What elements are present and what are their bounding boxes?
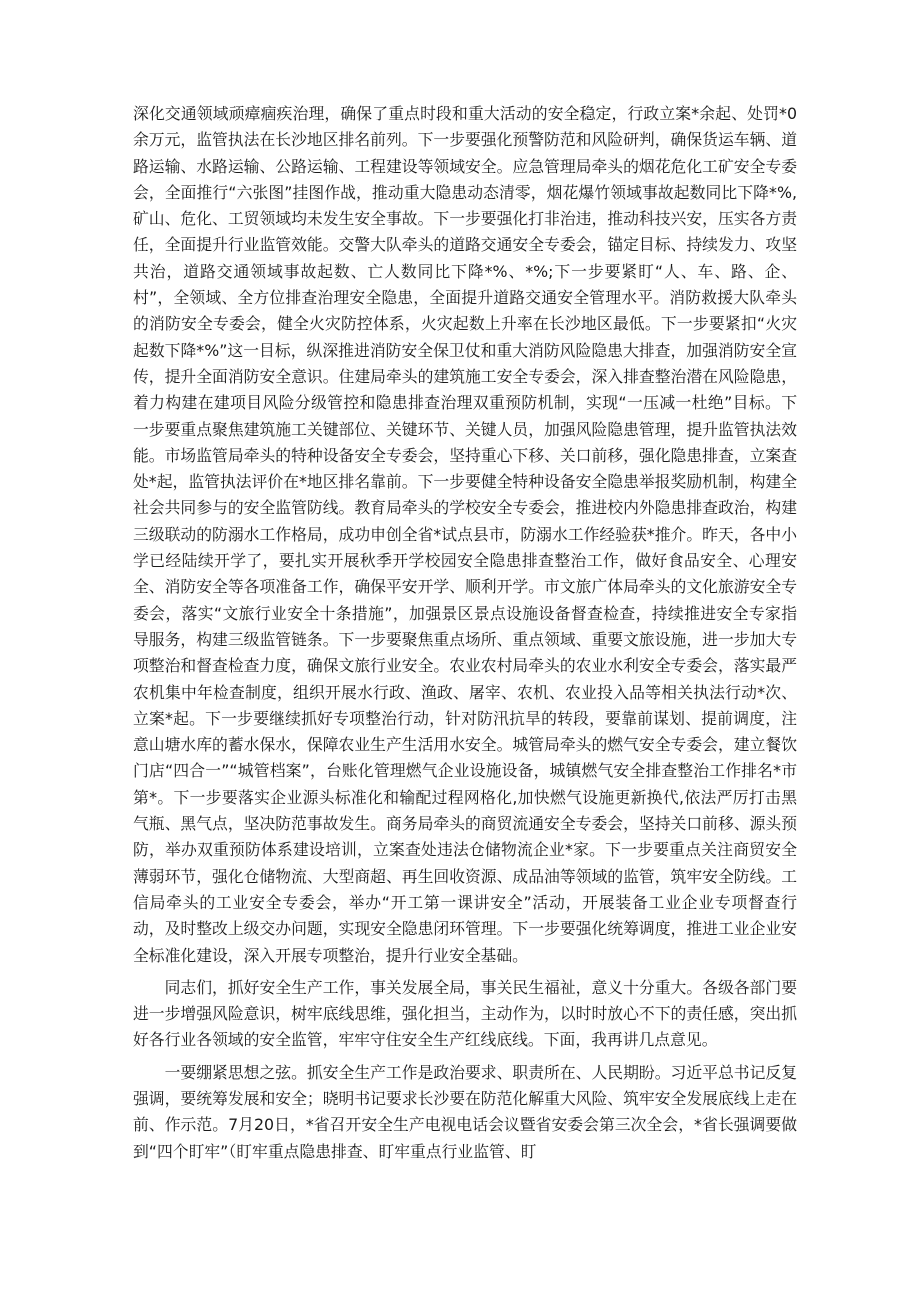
document-body	[133, 101, 797, 1165]
body-paragraph-2: 同志们，抓好安全生产工作，事关发展全局，事关民生福祉，意义十分重大。各级各部门要进一步增强风险意识，树牢底线思维，强化担当，主动作为，以时时放心不下的责任感，突出抓好各行业各领域的安全监管，牢牢守住安全生产红线底线。下面，我再讲几点意见。	[133, 977, 797, 1050]
body-paragraph-3: 一要绷紧思想之弦。抓安全生产工作是政治要求、职责所在、人民期盼。习近平总书记反复强调，要统筹发展和安全；晓明书记要求长沙要在防范化解重大风险、筑牢安全发展底线上走在前、作示范。7月20日，*省召开安全生产电视电话会议暨省安委会第三次全会，*省长强调要做到“四个盯牢”（盯牢重点隐患排查、盯牢重点行业监管、盯	[133, 1062, 797, 1161]
body-paragraph-1: 深化交通领域顽瘴痼疾治理，确保了重点时段和重大活动的安全稳定，行政立案*余起、处罚*0余万元，监管执法在长沙地区排名前列。下一步要强化预警防范和风险研判，确保货运车辆、道路运输、水路运输、公路运输、工程建设等领域安全。应急管理局牵头的烟花危化工矿安全专委会，全面推行“六张图”挂图作战，推动重大隐患动态清零，烟花爆竹领域事故起数同比下降*%,矿山、危化、工贸领域均未发生安全事故。下一步要强化打非治违，推动科技兴安，压实各方责任，全面提升行业监管效能。交警大队牵头的道路交通安全专委会，锚定目标、持续发力、攻坚共治，道路交通领域事故起数、亡人数同比下降*%、*%;下一步要紧盯“人、车、路、企、村”，全领域、全方位排查治理安全隐患，全面提升道路交通安全管理水平。消防救援大队牵头的消防安全专委会，健全火灾防控体系，火灾起数上升率在长沙地区最低。下一步要紧扣“火灾起数下降*%”这一目标，纵深推进消防安全保卫仗和重大消防风险隐患大排查，加强消防安全宣传，提升全面消防安全意识。住建局牵头的建筑施工安全专委会，深入排查整治潜在风险隐患，着力构建在建项目风险分级管控和隐患排查治理双重预防机制，实现“一压减一杜绝”目标。下一步要重点聚焦建筑施工关键部位、关键环节、关键人员，加强风险隐患管理，提升监管执法效能。市场监管局牵头的特种设备安全专委会，坚持重心下移、关口前移，强化隐患排查，立案查处*起，监管执法评价在*地区排名靠前。下一步要健全特种设备安全隐患举报奖励机制，构建全社会共同参与的安全监管防线。教育局牵头的学校安全专委会，推进校内外隐患排查政治，构建三级联动的防溺水工作格局，成功申创全省*试点县市，防溺水工作经验获*推介。昨天，各中小学已经陆续开学了，要扎实开展秋季开学校园安全隐患排查整治工作，做好食品安全、心理安全、消防安全等各项准备工作，确保平安开学、顺利开学。市文旅广体局牵头的文化旅游安全专委会，落实“文旅行业安全十条措施”，加强景区景点设施设备督查检查，持续推进安全专家指导服务，构建三级监管链条。下一步要聚焦重点场所、重点领域、重要文旅设施，进一步加大专项整治和督查检查力度，确保文旅行业安全。农业农村局牵头的农业水利安全专委会，落实最严农机集中年检查制度，组织开展水行政、渔政、屠宰、农机、农业投入品等相关执法行动*次、立案*起。下一步要继续抓好专项整治行动，针对防汛抗旱的转段，要靠前谋划、提前调度，注意山塘水库的蓄水保水，保障农业生产生活用水安全。城管局牵头的燃气安全专委会，建立餐饮门店“四合一”“城管档案”，台账化管理燃气企业设施设备，城镇燃气安全排查整治工作排名*市第*。下一步要落实企业源头标准化和输配过程网格化,加快燃气设施更新换代,依法严厉打击黑气瓶、黑气点，坚决防范事故发生。商务局牵头的商贸流通安全专委会，坚持关口前移、源头预防，举办双重预防体系建设培训，立案查处违法仓储物流企业*家。下一步要重点关注商贸安全薄弱环节，强化仓储物流、大型商超、再生回收资源、成品油等领域的监管，筑牢安全防线。工信局牵头的工业安全专委会，举办“开工第一课讲安全”活动，开展装备工业企业专项督查行动，及时整改上级交办问题，实现安全隐患闭环管理。下一步要强化统筹调度，推进工业企业安全标准化建设，深入开展专项整治，提升行业安全基础。	[133, 104, 797, 965]
